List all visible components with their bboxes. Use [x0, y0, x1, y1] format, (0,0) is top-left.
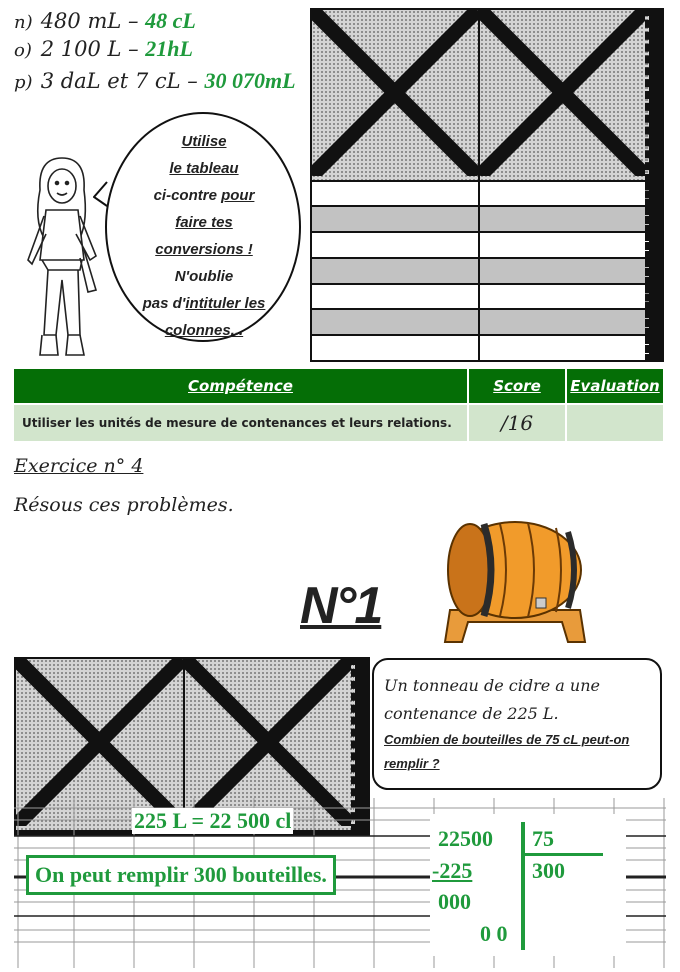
competence-header [14, 369, 663, 403]
exercise4-title-text: Exercice n° 4 [14, 455, 144, 477]
exercise-p-label: p) [14, 72, 33, 93]
bubble-line-5: conversions ! [155, 241, 253, 258]
competence-evaluation [567, 405, 663, 441]
bubble-line-2: le tableau [169, 160, 239, 177]
exercise-o-label: o) [14, 40, 32, 61]
header-evaluation: Evaluation [570, 377, 660, 395]
conversion-table-top [310, 8, 664, 362]
exercise-p [14, 68, 296, 94]
conversion-answer: 225 L = 22 500 cl [134, 808, 292, 833]
problem-box [372, 658, 662, 790]
bubble-line-1: Utilise [181, 133, 227, 150]
exercise-n [14, 8, 196, 34]
bubble-line-7b: intituler les [185, 295, 266, 312]
bubble-line-7a: pas d' [142, 295, 186, 312]
bubble-line-4: faire tes [175, 214, 233, 231]
division-dividend: 22500 [438, 826, 493, 851]
exercise-p-answer: 30 070mL [204, 68, 296, 93]
bubble-line-7 [130, 290, 278, 317]
problem-number: N°1 [300, 577, 382, 635]
division-vertical-bar [521, 822, 525, 950]
bubble-text [130, 128, 278, 344]
header-score: Score [469, 369, 567, 403]
speech-bubble-tail [93, 180, 113, 210]
crossed-cell [311, 9, 479, 181]
exercise-n-text: 480 mL – [40, 9, 139, 33]
problem-statement: Un tonneau de cidre a une contenance de 225 L. [384, 676, 600, 723]
competence-row [14, 405, 663, 441]
division-quotient: 300 [532, 858, 565, 883]
exercise-o-answer: 21hL [145, 36, 193, 61]
barrel-illustration [440, 510, 590, 650]
competence-text: Utiliser les unités de mesure de contenances et leurs relations. [14, 405, 469, 441]
division-rest-2: 0 0 [480, 921, 508, 946]
bubble-line-3a: ci-contre [153, 187, 222, 204]
division-horizontal-bar [523, 853, 603, 856]
division-rest-1: 000 [438, 889, 471, 914]
bubble-line-8: colonnes... [164, 322, 244, 339]
cross-icon [480, 10, 646, 176]
exercise-p-text: 3 daL et 7 cL – [40, 69, 198, 93]
bubble-line-3b: pour [221, 187, 255, 204]
division-divisor: 75 [532, 826, 554, 851]
bubble-line-3 [130, 182, 278, 209]
header-competence: Compétence [14, 369, 469, 403]
division-subtraction: -225 [432, 858, 473, 883]
final-answer: On peut remplir 300 bouteilles. [26, 855, 336, 895]
exercise-n-answer: 48 cL [145, 8, 196, 33]
cross-icon [312, 10, 478, 176]
exercise-o [14, 36, 193, 62]
exercise-o-text: 2 100 L – [40, 37, 139, 61]
bubble-line-6: N'oublie [174, 268, 234, 285]
problem-question: Combien de bouteilles de 75 cL peut-on remplir ? [384, 732, 630, 771]
exercise-n-label: n) [14, 12, 33, 33]
exercise4-title [14, 455, 143, 477]
exercise4-instruction: Résous ces problèmes. [14, 494, 234, 516]
crossed-cell [479, 9, 648, 181]
competence-score: /16 [469, 405, 567, 441]
competence-table [14, 369, 663, 441]
